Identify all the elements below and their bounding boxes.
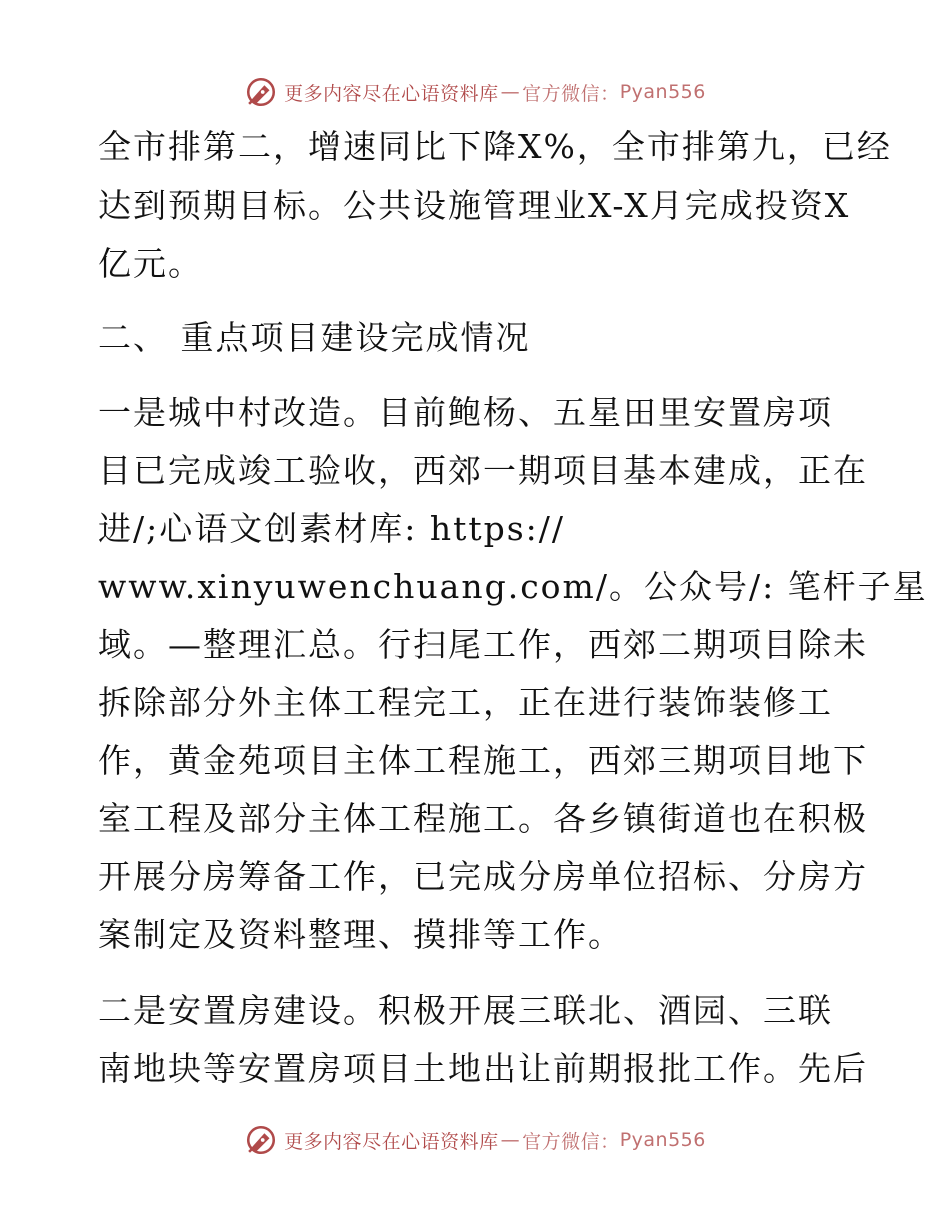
header-watermark	[0, 72, 950, 112]
body-line: 亿元。	[98, 244, 203, 283]
body-line: www.xinyuwenchuang.com/。公众号/: 笔杆子星	[98, 567, 928, 606]
section-heading: 二、 重点项目建设完成情况	[98, 318, 531, 357]
watermark-suffix: 官方微信：	[522, 1130, 620, 1153]
watermark-suffix: 官方微信：	[522, 82, 620, 105]
body-line: 达到预期目标。公共设施管理业X-X月完成投资X	[98, 186, 851, 225]
body-line: 作，黄金苑项目主体工程施工，西郊三期项目地下	[98, 741, 868, 780]
body-line: 全市排第二，增速同比下降X%，全市排第九，已经	[98, 127, 892, 166]
pen-nib-logo-icon	[244, 75, 278, 109]
watermark-text: 更多内容尽在心语资料库	[284, 82, 499, 105]
body-line: 案制定及资料整理、摸排等工作。	[98, 915, 623, 954]
body-line: 南地块等安置房项目土地出让前期报批工作。先后	[98, 1049, 868, 1088]
watermark-separator: —	[500, 1129, 521, 1151]
body-line: 室工程及部分主体工程施工。各乡镇街道也在积极	[98, 799, 868, 838]
watermark-text: 更多内容尽在心语资料库	[284, 1130, 499, 1153]
watermark-id: Pyan556	[619, 1129, 706, 1151]
watermark-separator: —	[500, 81, 521, 103]
body-line: 进/;心语文创素材库: https://	[98, 509, 566, 548]
pen-nib-logo-icon	[244, 1123, 278, 1157]
body-line: 拆除部分外主体工程完工，正在进行装饰装修工	[98, 683, 833, 722]
body-line: 域。—整理汇总。行扫尾工作，西郊二期项目除未	[98, 625, 868, 664]
body-line: 二是安置房建设。积极开展三联北、酒园、三联	[98, 991, 833, 1030]
body-line: 开展分房筹备工作，已完成分房单位招标、分房方	[98, 857, 868, 896]
watermark-id: Pyan556	[619, 81, 706, 103]
body-line: 目已完成竣工验收，西郊一期项目基本建成，正在	[98, 451, 868, 490]
footer-watermark	[0, 1120, 950, 1160]
body-line: 一是城中村改造。目前鲍杨、五星田里安置房项	[98, 393, 833, 432]
